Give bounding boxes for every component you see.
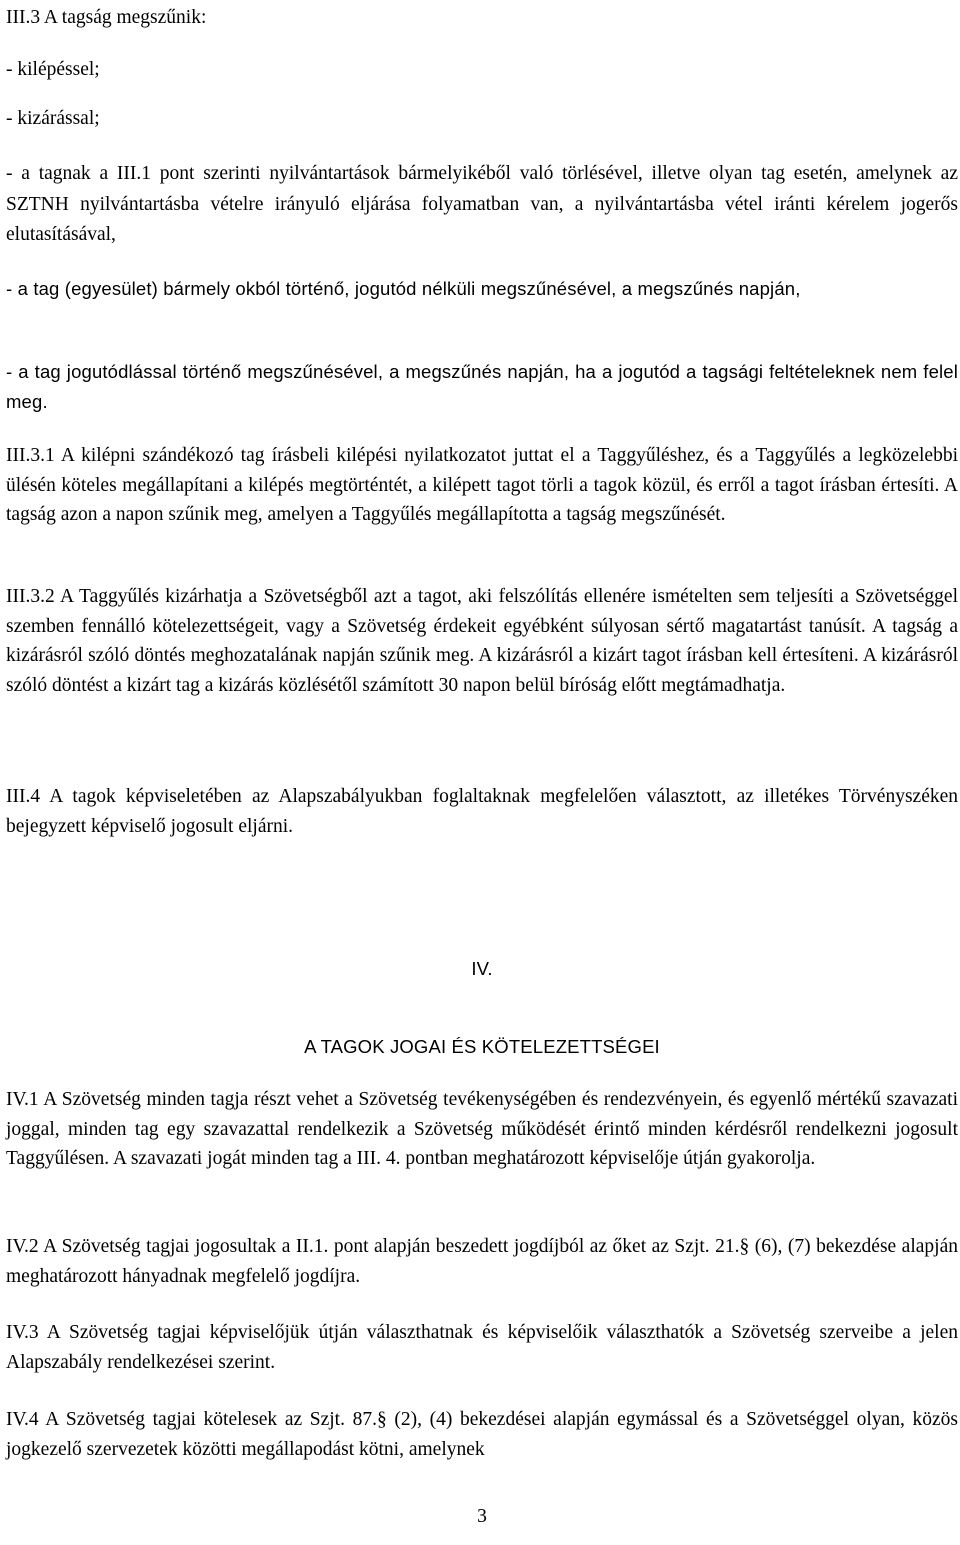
paragraph-III32: III.3.2 A Taggyűlés kizárhatja a Szövetségből azt a tagot, aki felszólítás ellenére ismételten sem teljesíti a Szövetséggel szemben fennálló kötelezettségeit, vagy a Szövetség érdekeit egyébként súlyosan sértő magatartást tanúsít. A tagság a kizárásról szóló döntés meghozatalának napján szűnik meg. A kizárásról a kizárt tagot írásban kell értesíteni. A kizárásról szóló döntést a kizárt tag a kizárás közlésétől számított 30 napon belül bíróság előtt megtámadhatja. <box>6 586 958 696</box>
list-item-kizaras: - kizárással; <box>6 108 100 129</box>
list-item-megszunes-jogutodlassal: - a tag jogutódlással történő megszűnésével, a megszűnés napján, ha a jogutód a tagsági feltételeknek nem felel meg. <box>6 361 958 412</box>
list-item-megszunes-jogutod-nelkul: - a tag (egyesület) bármely okból történő, jogutód nélküli megszűnésével, a megszűnés napján, <box>6 278 801 299</box>
paragraph-III31: III.3.1 A kilépni szándékozó tag írásbeli kilépési nyilatkozatot juttat el a Taggyűléshez, és a Taggyűlés a legközelebbi ülésén köteles megállapítani a kilépés megtörténtét, a kilépett tagot törli a tagok közül, és erről a tagot írásban értesíti. A tagság azon a napon szűnik meg, amelyen a Taggyűlés megállapította a tagság megszűnését. <box>6 445 958 525</box>
section-heading-III3: III.3 A tagság megszűnik: <box>6 7 207 28</box>
paragraph-IV1: IV.1 A Szövetség minden tagja részt vehet a Szövetség tevékenységében és rendezvényein, és egyenlő mértékű szavazati joggal, minden tag egy szavazattal rendelkezik a Szövetség működését érintő minden kérdésről rendelkezni jogosult Taggyűlésen. A szavazati jogát minden tag a III. 4. pontban meghatározott képviselője útján gyakorolja. <box>6 1089 958 1169</box>
list-item-torles: - a tagnak a III.1 pont szerinti nyilvántartások bármelyikéből való törlésével, illetve olyan tag esetén, amelynek az SZTNH nyilvántartásba vételre irányuló eljárása folyamatban van, a nyilvántartásba vétel iránti kérelem jogerős elutasításával, <box>6 163 958 245</box>
paragraph-IV2: IV.2 A Szövetség tagjai jogosultak a II.1. pont alapján beszedett jogdíjból az őket az Szjt. 21.§ (6), (7) bekezdése alapján meghatározott hányadnak megfelelő jogdíjra. <box>6 1236 958 1287</box>
paragraph-IV4: IV.4 A Szövetség tagjai kötelesek az Szjt. 87.§ (2), (4) bekezdései alapján egymással és a Szövetséggel olyan, közös jogkezelő szervezetek közötti megállapodást kötni, amelynek <box>6 1409 958 1460</box>
paragraph-III4: III.4 A tagok képviseletében az Alapszabályukban foglaltaknak megfelelően választott, az illetékes Törvényszéken bejegyzett képviselő jogosult eljárni. <box>6 786 958 837</box>
list-item-kilepes: - kilépéssel; <box>6 59 100 80</box>
page-number: 3 <box>477 1506 487 1527</box>
chapter-title: A TAGOK JOGAI ÉS KÖTELEZETTSÉGEI <box>304 1036 660 1057</box>
chapter-number: IV. <box>471 958 493 979</box>
paragraph-IV3: IV.3 A Szövetség tagjai képviselőjük útján választhatnak és képviselőik választhatók a Szövetség szerveibe a jelen Alapszabály rendelkezései szerint. <box>6 1322 958 1373</box>
